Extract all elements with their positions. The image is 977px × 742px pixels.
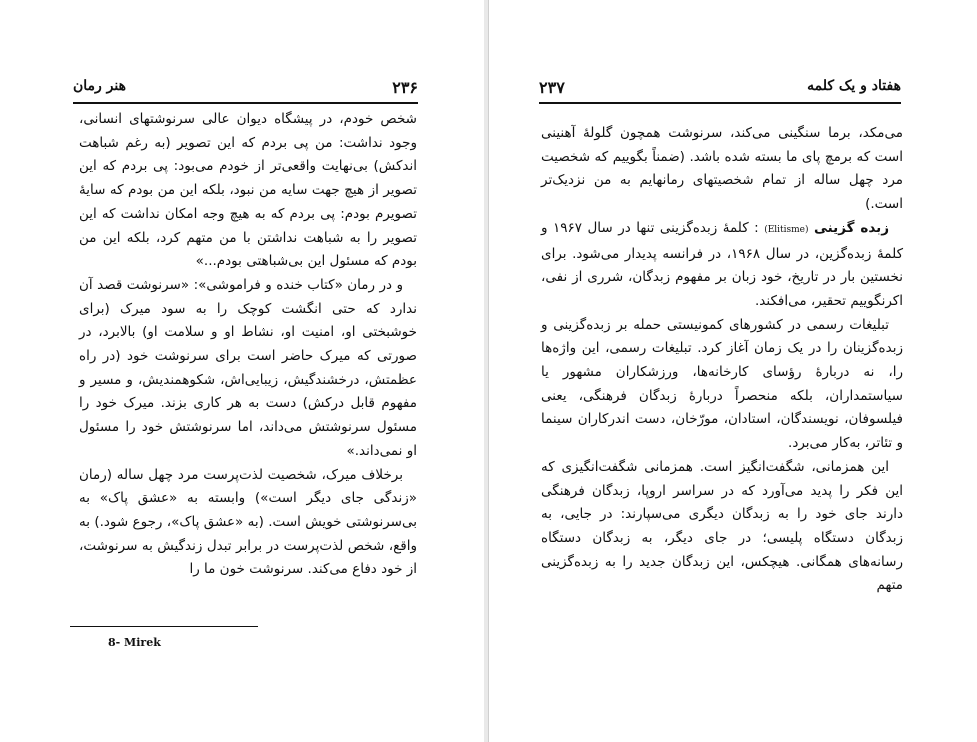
paragraph: برخلاف میرک، شخصیت لذت‌پرست مرد چهل ساله (رمان «زندگی جای دیگر است») وابسته به «عشق پاک» به بی‌سرنوشتی خویش است. (به «عشق پاک»، رجوع شود.) به واقع، شخص لذت‌پرست در برابر تبدل زندگیش به سرنوشت، از خود دفاع می‌کند. سرنوشت خون ما را: [79, 466, 417, 578]
paragraph: شخص خودم، در پیشگاه دیوان عالی سرنوشتهای انسانی، وجود نداشت: من پی بردم که این تصویر (به رغم شباهت اندکش) بی‌نهایت واقعی‌تر از خودم می‌بود: پی بردم که این تصویر از هیچ جهت سایه من نبود، بلکه این من بودم که سایهٔ تصویرم بودم: پی بردم که به هیچ وجه امکان نداشت که این تصویر را به شباهت نداشتن با من متهم کرد، بلکه این من بودم که مسئول این بی‌شباهتی بودم...»: [79, 111, 417, 270]
running-title: هفتاد و یک کلمه: [807, 78, 901, 94]
left-page-header: [73, 78, 418, 100]
right-page-header: [539, 78, 901, 100]
paragraph: می‌مکد، برما سنگینی می‌کند، سرنوشت همچون گلولهٔ آهنینی است که برمچ پای ما بسته شده باشد. (ضمناً بگوییم که شخصیت مرد چهل ساله از تمام شخصیتهای رمانهایم به من نزدیک‌تر است.): [541, 125, 903, 213]
glossary-entry: [541, 217, 903, 314]
paragraph: این همزمانی، شگفت‌انگیز است. همزمانی شگفت‌انگیزی که این فکر را پدید می‌آورد که در سراسر اروپا، زبدگان فرهنگی دارند جای خود را به زبدگان دیگری می‌سپارند: در جایی، به زبدگان دستگاه پلیسی؛ در جای دیگر، به زبدگان دستگاه رسانه‌های همگانی. هیچکس، این زبدگان جدید را به زبده‌گزینی متهم: [541, 458, 903, 594]
footnote-rule: [70, 626, 258, 627]
paragraph: و در رمان «کتاب خنده و فراموشی»: «سرنوشت قصد آن ندارد که حتی انگشت کوچک را به سود میرک (برای خوشبختی او، امنیت او، نشاط او و سلامت او) بالابرد، در صورتی که میرک حاضر است برای سرنوشت خود (در راه عظمتش، درخشندگیش، زیبایی‌اش، شکوهمندیش، و مسیر و مفهوم قابل درکش) دست به هر کاری بزند. میرک خود را مسئول سرنوشتش می‌داند، اما سرنوشتش خود را مسئول او نمی‌داند.»: [79, 276, 417, 459]
header-rule: [73, 102, 418, 104]
left-page: [0, 0, 485, 742]
left-page-body: [79, 108, 417, 582]
entry-latin-term: (Elitisme): [764, 224, 809, 235]
footnote: 8- Mirek: [108, 636, 161, 649]
right-page-body: [541, 122, 903, 598]
page-number: ۲۳۷: [539, 78, 565, 97]
header-rule: [539, 102, 901, 104]
running-title: هنر رمان: [73, 78, 127, 94]
paragraph: تبلیغات رسمی در کشورهای کمونیستی حمله بر زبده‌گزینی و زبده‌گزینان را در یک زمان آغاز کرد. تبلیغات رسمی، این واژه‌ها را، نه دربارهٔ رؤسای کارخانه‌ها، ورزشکاران مشهور یا سیاستمداران، بلکه منحصراً دربارهٔ زبدگان فرهنگی، یعنی فیلسوفان، نویسندگان، استادان، مورّخان، دست اندرکاران سینما و تئاتر، به‌کار می‌برد.: [541, 316, 903, 452]
right-page: [488, 0, 977, 742]
entry-text: : کلمهٔ زبده‌گزینی تنها در سال ۱۹۶۷ و کلمهٔ زبده‌گزین، در سال ۱۹۶۸، در فرانسه پدیدار می‌شود. برای نخستین بار در تاریخ، خود زبان بر مفهوم زبدگان، شرری از نفی، اکرنگوییم تحقیر، می‌افکند.: [541, 219, 903, 309]
page-number: ۲۳۶: [392, 78, 418, 97]
entry-heading: زبده گزینی: [814, 219, 889, 236]
